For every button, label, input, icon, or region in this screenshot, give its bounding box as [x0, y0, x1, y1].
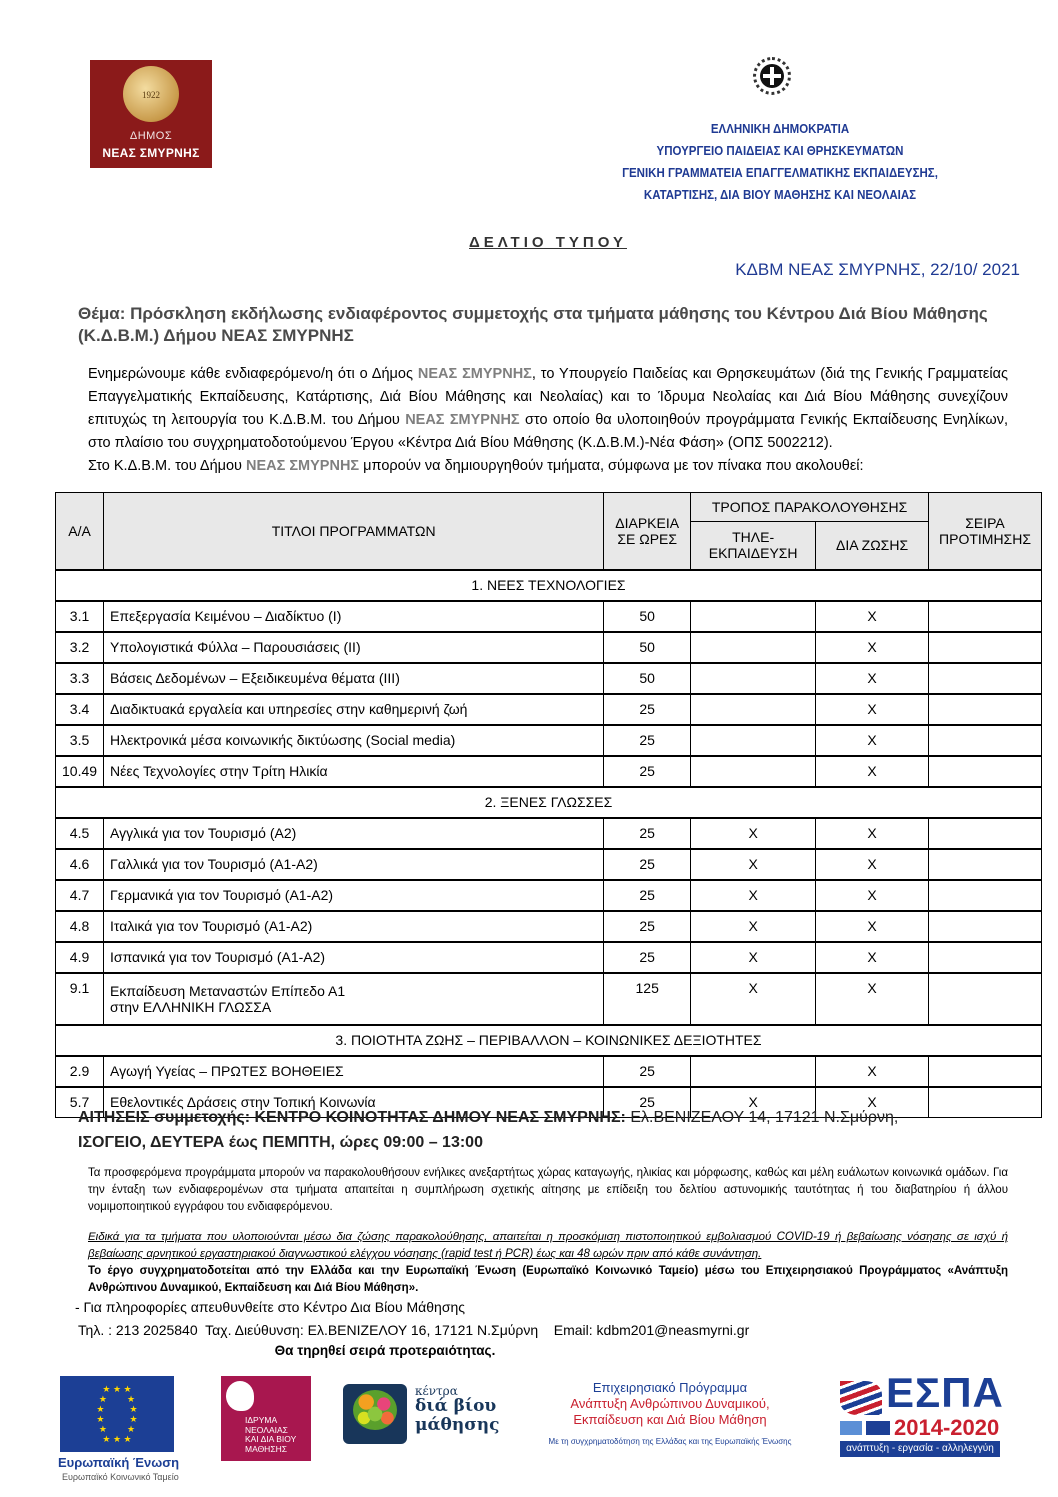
municipality-highlight: ΝΕΑΣ ΣΜΥΡΝΗΣ: [405, 412, 520, 428]
preference-cell[interactable]: [928, 818, 1041, 849]
preference-cell[interactable]: [928, 694, 1041, 725]
eu-flag-icon: ★ ★ ★ ★ ★ ★ ★ ★ ★ ★ ★ ★ ★ ★: [60, 1376, 174, 1452]
info-line: - Για πληροφορίες απευθυνθείτε στο Κέντρο Δια Βίου Μάθησης: [75, 1299, 466, 1315]
table-row: 4.6 Γαλλικά για τον Τουρισμό (Α1-Α2) 25 Χ Χ: [56, 849, 1042, 880]
operational-programme-logo: Επιχειρησιακό Πρόγραμμα Ανάπτυξη Ανθρώπινου Δυναμικού, Εκπαίδευση και Διά Βίου Μάθηση Με τη συγχρηματοδότηση της Ελλάδας και της Ευρωπαϊκής Ένωσης: [548, 1380, 792, 1446]
table-row: 3.1 Επεξεργασία Κειμένου – Διαδίκτυο (Ι) 50 Χ: [56, 601, 1042, 632]
programs-table: [55, 492, 1042, 1118]
press-release-title: ΔΕΛΤΙΟ ΤΥΠΟΥ: [469, 234, 627, 251]
header-preference: ΣΕΙΡΑ ΠΡΟΤΙΜΗΣΗΣ: [928, 493, 1041, 570]
kdbm-logo-line1: κέντρα: [415, 1384, 458, 1398]
municipality-seal-icon: 1922: [123, 66, 179, 122]
subject: Θέμα: Πρόσκληση εκδήλωσης ενδιαφέροντος συμμετοχής στα τμήματα μάθησης του Κέντρου Διά Βίου Μάθησης (Κ.Δ.Β.Μ.) Δήμου ΝΕΑΣ ΣΜΥΡΝΗΣ: [78, 304, 988, 345]
preference-cell[interactable]: [928, 663, 1041, 694]
preference-cell[interactable]: [928, 942, 1041, 973]
eligibility-note: Τα προσφερόμενα προγράμματα μπορούν να παρακολουθήσουν ενήλικες ανεξαρτήτως χώρας καταγωγής, ηλικίας και μόρφωσης, καθώς και μέλη ευάλωτων κοινωνικά ομάδων. Για την ένταξη των ενδιαφερομένων στα τμήματα απαιτείται η συμπλήρωση σχετικής αίτησης με επίδειξη του δελτίου αστυνομικής ταυτότητας ή του διαβατηρίου ή άλλου νομιμοποιητικού εγγράφου του ενδιαφερόμενου.: [88, 1167, 1008, 1213]
table-row: 3.4 Διαδικτυακά εργαλεία και υπηρεσίες στην καθημερινή ζωή 25 Χ: [56, 694, 1042, 725]
table-row: 4.5 Αγγλικά για τον Τουρισμό (Α2) 25 Χ Χ: [56, 818, 1042, 849]
header-aa: Α/Α: [56, 493, 104, 570]
section-title: 2. ΞΕΝΕΣ ΓΛΩΣΣΕΣ: [56, 787, 1042, 818]
table-row: 4.9 Ισπανικά για τον Τουρισμό (Α1-Α2) 25 Χ Χ: [56, 942, 1042, 973]
ministry-line: ΕΛΛΗΝΙΚΗ ΔΗΜΟΚΡΑΤΙΑ: [710, 122, 850, 136]
preference-cell[interactable]: [928, 911, 1041, 942]
table-row: 2.9 Αγωγή Υγείας – ΠΡΩΤΕΣ ΒΟΗΘΕΙΕΣ 25 Χ: [56, 1056, 1042, 1087]
preference-cell[interactable]: [928, 880, 1041, 911]
funding-note: Το έργο συγχρηματοδοτείται από την Ελλάδα και την Ευρωπαϊκή Ένωση (Ευρωπαϊκό Κοινωνικό Ταμείο) μέσω του Επιχειρησιακού Προγράμματος «Ανάπτυξη Ανθρώπινου Δυναμικού, Εκπαίδευση και Διά Βίου Μάθηση».: [88, 1265, 1008, 1294]
ministry-heading: [578, 118, 983, 206]
greek-wave-icon: [840, 1381, 882, 1415]
greek-state-emblem-icon: [753, 57, 791, 95]
header-duration: ΔΙΑΡΚΕΙΑ ΣΕ ΩΡΕΣ: [604, 493, 691, 570]
preference-cell[interactable]: [928, 756, 1041, 787]
table-row: 4.8 Ιταλικά για τον Τουρισμό (Α1-Α2) 25 Χ Χ: [56, 911, 1042, 942]
table-row: 9.1 Εκπαίδευση Μεταναστών Επίπεδο Α1 στην ΕΛΛΗΝΙΚΗ ΓΛΩΣΣΑ 125 Χ Χ: [56, 973, 1042, 1025]
greece-eu-flags-icon: [840, 1421, 890, 1435]
table-row: 3.3 Βάσεις Δεδομένων – Εξειδικευμένα θέματα (ΙΙΙ) 50 Χ: [56, 663, 1042, 694]
intro-text: [88, 363, 1008, 478]
section-title: 1. ΝΕΕΣ ΤΕΧΝΟΛΟΓΙΕΣ: [56, 570, 1042, 601]
table-row: 3.2 Υπολογιστικά Φύλλα – Παρουσιάσεις (ΙΙ) 50 Χ: [56, 632, 1042, 663]
municipality-logo-line2: ΝΕΑΣ ΣΜΥΡΝΗΣ: [102, 146, 200, 160]
preference-cell[interactable]: [928, 1056, 1041, 1087]
profile-heads-icon: [226, 1381, 254, 1411]
header-mode-group: ΤΡΟΠΟΣ ΠΑΡΑΚΟΛΟΥΘΗΣΗΣ: [691, 493, 929, 522]
covid-note: Ειδικά για τα τμήματα που υλοποιούνται μέσω δια ζώσης παρακολούθησης, απαιτείται η προσκόμιση πιστοποιητικού εμβολιασμού COVID-19 ή βεβαίωσης νόσησης σε ισχύ ή βεβαίωσης αρνητικού εργαστηριακού διαγνωστικού ελέγχου νόσησης (rapid test ή PCR) έως και 48 ωρών πριν από κάθε συνάντηση.: [88, 1231, 1008, 1260]
municipality-highlight: ΝΕΑΣ ΣΜΥΡΝΗΣ: [417, 366, 532, 382]
applications-info: ΑΙΤΗΣΕΙΣ συμμετοχής: ΚΕΝΤΡΟ ΚΟΙΝΟΤΗΤΑΣ ΔΗΜΟΥ ΝΕΑΣ ΣΜΥΡΝΗΣ: Ελ.ΒΕΝΙΖΕΛΟΥ 14, 17121 Ν.Σμύρνη, ΙΣΟΓΕΙΟ, ΔΕΥΤΕΡΑ έως ΠΕΜΠΤΗ, ώρες 09:00 – 13:00: [78, 1109, 899, 1151]
table-row: 10.49 Νέες Τεχνολογίες στην Τρίτη Ηλικία 25 Χ: [56, 756, 1042, 787]
municipality-highlight: ΝΕΑΣ ΣΜΥΡΝΗΣ: [246, 458, 360, 474]
intro-paragraph: Ενημερώνουμε κάθε ενδιαφερόμενο/η ότι ο Δήμος ΝΕΑΣ ΣΜΥΡΝΗΣ, το Υπουργείο Παιδείας και Θρησκευμάτων (διά της Γενικής Γραμματείας Επαγγελματικής Εκπαίδευσης, Κατάρτισης, Διά Βίου Μάθησης και Νεολαίας) και το Ίδρυμα Νεολαίας και Διά Βίου Μάθησης συνεχίζουν επιτυχώς τη λειτουργία του Κ.Δ.Β.Μ. του Δήμου ΝΕΑΣ ΣΜΥΡΝΗΣ στο οποίο θα υλοποιηθούν προγράμματα Γενικής Εκπαίδευσης Ενηλίκων, στο πλαίσιο του συγχρηματοδοτούμενου Έργου «Κέντρα Διά Βίου Μάθησης (Κ.Δ.Β.Μ.)-Νέα Φάση» (ΟΠΣ 5002212).: [88, 366, 1008, 451]
kdbm-logo: [343, 1384, 407, 1444]
eu-logo-label: Ευρωπαϊκή Ένωση: [58, 1455, 180, 1470]
ministry-line: ΚΑΤΑΡΤΙΣΗΣ, ΔΙΑ ΒΙΟΥ ΜΑΘΗΣΗΣ ΚΑΙ ΝΕΟΛΑΙΑΣ: [643, 188, 917, 202]
municipality-logo-line1: ΔΗΜΟΣ: [129, 130, 173, 142]
priority-note: Θα τηρηθεί σειρά προτεραιότητας.: [274, 1343, 496, 1358]
preference-cell[interactable]: [928, 725, 1041, 756]
municipality-logo: [90, 60, 212, 168]
preference-cell[interactable]: [928, 632, 1041, 663]
tree-icon: [353, 1390, 397, 1430]
place-date: ΚΔΒΜ ΝΕΑΣ ΣΜΥΡΝΗΣ, 22/10/ 2021: [735, 260, 1020, 279]
section-title: 3. ΠΟΙΟΤΗΤΑ ΖΩΗΣ – ΠΕΡΙΒΑΛΛΟΝ – ΚΟΙΝΩΝΙΚΕΣ ΔΕΞΙΟΤΗΤΕΣ: [56, 1025, 1042, 1056]
table-row: 4.7 Γερμανικά για τον Τουρισμό (Α1-Α2) 25 Χ Χ: [56, 880, 1042, 911]
ministry-line: ΓΕΝΙΚΗ ΓΡΑΜΜΑΤΕΙΑ ΕΠΑΓΓΕΛΜΑΤΙΚΗΣ ΕΚΠΑΙΔΕΥΣΗΣ,: [622, 166, 938, 180]
intro-paragraph: Στο Κ.Δ.Β.Μ. του Δήμου ΝΕΑΣ ΣΜΥΡΝΗΣ μπορούν να δημιουργηθούν τμήματα, σύμφωνα με τον πίνακα που ακολουθεί:: [88, 458, 864, 474]
ministry-line: ΥΠΟΥΡΓΕΙΟ ΠΑΙΔΕΙΑΣ ΚΑΙ ΘΡΗΣΚΕΥΜΑΤΩΝ: [656, 144, 904, 158]
preference-cell[interactable]: [928, 973, 1041, 1025]
header-tele: ΤΗΛΕ- ΕΚΠΑΙΔΕΥΣΗ: [691, 522, 816, 570]
kdbm-logo-text: διά βίου μάθησης: [415, 1396, 500, 1435]
preference-cell[interactable]: [928, 601, 1041, 632]
inedivim-logo: ΙΔΡΥΜΑ ΝΕΟΛΑΙΑΣ ΚΑΙ ΔΙΑ ΒΙΟΥ ΜΑΘΗΣΗΣ: [221, 1376, 311, 1461]
table-row: 3.5 Ηλεκτρονικά μέσα κοινωνικής δικτύωσης (Social media) 25 Χ: [56, 725, 1042, 756]
eu-logo-sublabel: Ευρωπαϊκό Κοινωνικό Ταμείο: [62, 1472, 179, 1482]
espa-logo: ΕΣΠΑ 2014-2020 ανάπτυξη - εργασία - αλληλεγγύη: [840, 1375, 1000, 1460]
header-title: ΤΙΤΛΟΙ ΠΡΟΓΡΑΜΜΑΤΩΝ: [104, 493, 604, 570]
table-row: 5.7 Εθελοντικές Δράσεις στην Τοπική Κοινωνία 25 Χ Χ: [56, 1087, 1042, 1118]
contact-line: Τηλ. : 213 2025840 Ταχ. Διεύθυνση: Ελ.ΒΕΝΙΖΕΛΟΥ 16, 17121 Ν.Σμύρνη Email: kdbm201@neasmyrni.gr: [78, 1322, 750, 1338]
preference-cell[interactable]: [928, 849, 1041, 880]
header-live: ΔΙΑ ΖΩΣΗΣ: [816, 522, 929, 570]
